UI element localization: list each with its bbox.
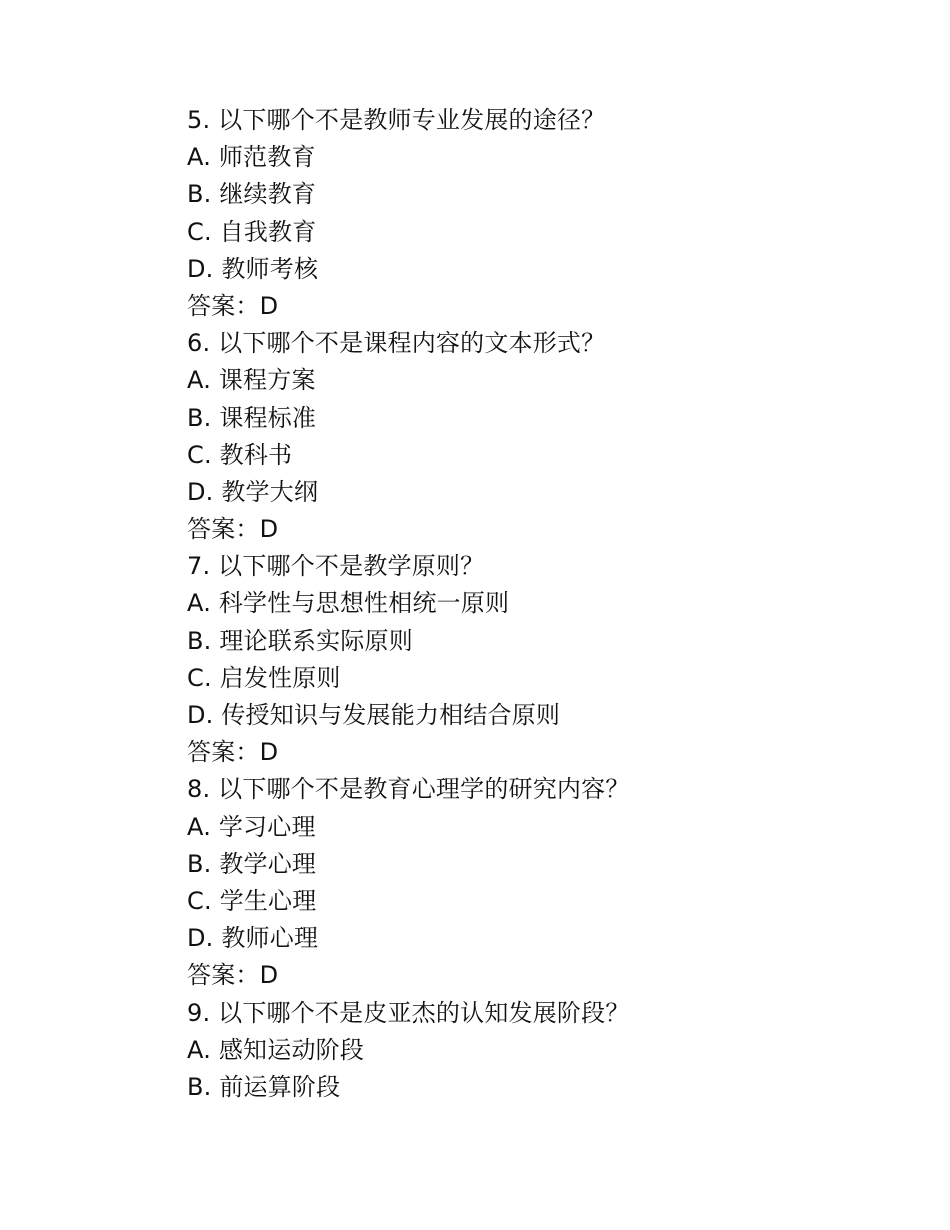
answer-text: 答案：D [187,738,279,767]
question-list [187,102,887,1106]
option-b: B. 继续教育 [187,180,317,209]
option-d: D. 教师心理 [187,924,319,953]
option-c: C. 教科书 [187,440,293,469]
question-text: 5. 以下哪个不是教师专业发展的途径？ [187,106,606,134]
option-c: C. 自我教育 [187,217,317,246]
option-c: C. 启发性原则 [187,663,341,692]
option-d: D. 教师考核 [187,254,319,283]
option-b: B. 理论联系实际原则 [187,626,413,655]
option-b: B. 课程标准 [187,403,317,432]
option-a: A. 学习心理 [187,812,316,841]
option-d: D. 教学大纲 [187,477,319,506]
option-c: C. 学生心理 [187,886,317,915]
option-b: B. 前运算阶段 [187,1072,341,1101]
question-text: 6. 以下哪个不是课程内容的文本形式？ [187,329,606,358]
question-text: 8. 以下哪个不是教育心理学的研究内容？ [187,775,630,804]
option-a: A. 师范教育 [187,143,316,172]
option-a: A. 科学性与思想性相统一原则 [187,589,510,618]
question-text: 7. 以下哪个不是教学原则？ [187,552,485,581]
question-text: 9. 以下哪个不是皮亚杰的认知发展阶段？ [187,998,630,1027]
answer-text: 答案：D [187,291,279,320]
option-d: D. 传授知识与发展能力相结合原则 [187,701,561,729]
answer-text: 答案：D [187,515,279,544]
answer-text: 答案：D [187,961,279,990]
option-a: A. 感知运动阶段 [187,1035,365,1064]
option-a: A. 课程方案 [187,366,316,395]
option-b: B. 教学心理 [187,849,317,878]
